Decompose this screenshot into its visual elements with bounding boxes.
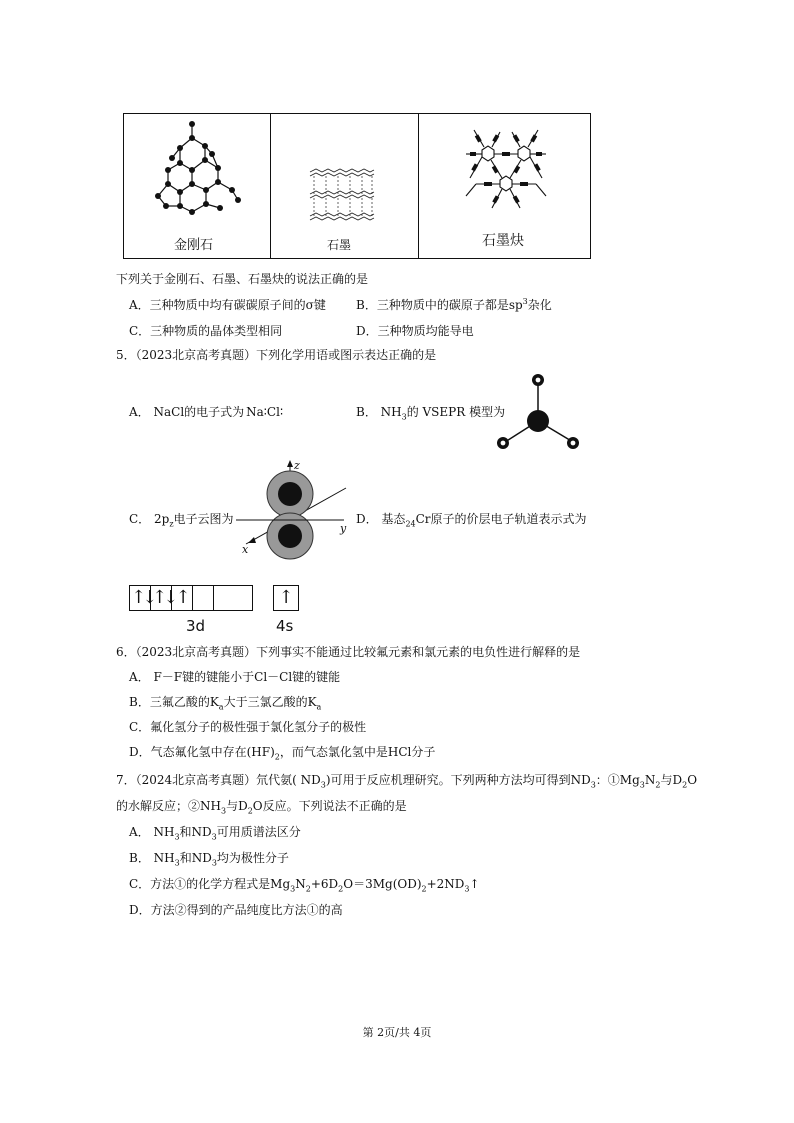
q4-option-a: A．三种物质中均有碳碳原子间的σ键 [129,298,326,312]
q5-option-d: D． 基态$_{24}$Cr原子的价层电子轨道表示式为 [356,512,587,529]
graphite-structure-image [306,166,376,228]
q5-option-c: C． $2p_z$电子云图为 [129,512,234,529]
q6-option-b: B．三氟乙酸的$K_a$大于三氯乙酸的$K_a$ [129,695,322,712]
q6-stem: 6．（2023北京高考真题）下列事实不能通过比较氟元素和氯元素的电负性进行解释的是 [116,645,581,659]
q7-stem-line1: 7．（2024北京高考真题）氘代氨( $ND_3$)可用于反应机理研究。下列两种方法均可得到$ND_3$：$①Mg_3N_2$与$D_2O$ [116,773,698,790]
q4-option-d: D．三种物质均能导电 [356,324,474,338]
caption-diamond: 金刚石 [174,238,214,253]
page-number: 第 2页/共 4页 [362,1026,432,1039]
q4-stem: 下列关于金刚石、石墨、石墨炔的说法正确的是 [116,272,369,286]
table-divider [270,114,271,258]
q7-option-a: A． $NH_3$和$ND_3$可用质谱法区分 [129,825,301,842]
axis-y-label: y [340,522,347,535]
axis-x-label: x [242,543,249,556]
q7-option-c: C．方法①的化学方程式是$Mg_3N_2+6D_2O=3Mg(OD)_2+2ND_3↑$ [129,877,480,894]
orbital-electron: ↑↓ [152,587,175,608]
nacl-electron-formula: Na∶Cl∶ [246,405,284,419]
orbital-electron: ↑ [175,587,191,608]
q5-option-b: B． $NH_3$的 VSEPR 模型为 [356,405,506,422]
diamond-structure-image [150,118,245,218]
orbital-4s-box [273,585,299,611]
orbital-3d-boxes [129,585,253,611]
q6-option-a: A． F－F键的键能小于Cl－Cl键的键能 [129,670,341,684]
q4-option-b: B．三种物质中的碳原子都是$sp^3$杂化 [356,297,552,312]
table-divider [418,114,419,258]
q4-option-c: C．三种物质的晶体类型相同 [129,324,283,338]
q5-stem: 5．（2023北京高考真题）下列化学用语或图示表达正确的是 [116,348,437,362]
caption-graphite: 石墨 [327,238,352,252]
q7-stem-line2: 的水解反应；$②NH_3$与$D_2O$反应。下列说法不正确的是 [116,799,407,816]
q6-option-d: D．气态氟化氢中存在$(HF)_2$，而气态氯化氢中是HCl分子 [129,745,436,762]
q7-option-d: D．方法②得到的产品纯度比方法①的高 [129,903,343,917]
graphdiyne-structure-image [462,126,550,214]
orbital-4s-label: 4s [276,617,294,635]
orbital-electron: ↑ [278,587,294,608]
q5-option-a: A． NaCl的电子式为 Na∶Cl∶ [129,405,284,419]
q7-option-b: B． $NH_3$和$ND_3$均为极性分子 [129,851,289,868]
orbital-3d-label: 3d [186,617,206,635]
orbital-electron: ↑↓ [131,587,154,608]
caption-graphdiyne: 石墨炔 [482,233,524,249]
axis-z-label: z [294,459,300,472]
vsepr-model-image [493,372,583,454]
q6-option-c: C．氟化氢分子的极性强于氯化氢分子的极性 [129,720,367,734]
